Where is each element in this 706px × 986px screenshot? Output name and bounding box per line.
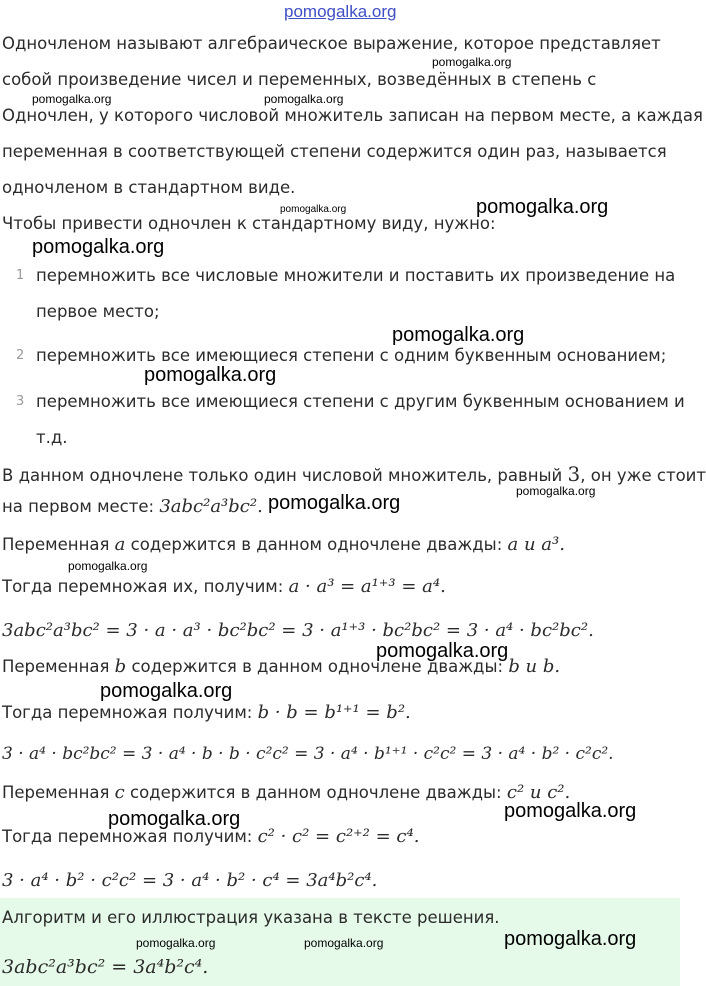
solution-text: , он уже стоит [580, 466, 706, 485]
step-text: перемножить все имеющиеся степени с одним буквенным основанием; [36, 346, 667, 365]
watermark: pomogalka.org [392, 324, 525, 346]
watermark: pomogalka.org [32, 92, 112, 106]
definition-line: одночленом в стандартном виде. [2, 178, 296, 197]
math-expression: b и b. [508, 656, 561, 677]
watermark: pomogalka.org [516, 484, 596, 498]
solution-line [2, 534, 565, 555]
watermark: pomogalka.org [504, 800, 637, 822]
solution-text: содержится в данном одночлене дважды: [131, 657, 504, 676]
solution-line [2, 576, 446, 597]
solution-line [2, 782, 570, 803]
watermark: pomogalka.org [504, 928, 637, 950]
solution-text: содержится в данном одночлене дважды: [130, 535, 503, 554]
solution-line [2, 462, 706, 486]
math-expression: a · a³ = a¹⁺³ = a⁴. [288, 576, 446, 597]
solution-text: В данном одночлене только один числовой множитель, равный [2, 466, 563, 485]
watermark: pomogalka.org [280, 204, 347, 215]
math-expression: c² и c². [506, 782, 571, 803]
watermark: pomogalka.org [68, 559, 148, 573]
step-number: 2 [16, 348, 25, 363]
equation: 3 · a⁴ · b² · c²c² = 3 · a⁴ · b² · c⁴ = 3a⁴b²c⁴. [2, 870, 378, 891]
site-link[interactable]: pomogalka.org [284, 2, 397, 21]
solution-text: Переменная [2, 657, 110, 676]
watermark: pomogalka.org [32, 236, 165, 258]
step-number: 1 [16, 268, 25, 283]
equation: 3 · a⁴ · bc²bc² = 3 · a⁴ · b · b · c²c² = 3 · a⁴ · b¹⁺¹ · c²c² = 3 · a⁴ · b² · c²c². [2, 744, 614, 764]
math-expression: c² · c² = c²⁺² = c⁴. [257, 826, 420, 847]
definition-line: Одночлен, у которого числовой множитель записан на первом месте, а каждая [2, 106, 703, 125]
solution-line [2, 496, 263, 517]
step-number: 3 [16, 394, 25, 409]
math-variable: a [114, 534, 126, 555]
solution-text: Тогда перемножая их, получим: [2, 577, 284, 596]
watermark: pomogalka.org [136, 936, 216, 950]
solution-text: на первом месте: [2, 497, 155, 516]
math-expression: a и a³. [507, 534, 565, 555]
math-expression: 3abc²a³bc². [159, 496, 263, 517]
solution-text: Тогда перемножая получим: [2, 827, 253, 846]
watermark: pomogalka.org [304, 936, 384, 950]
math-expression: b · b = b¹⁺¹ = b². [257, 702, 411, 723]
math-number: 3 [567, 462, 581, 486]
solution-text: Переменная [2, 535, 110, 554]
answer-text: Алгоритм и его иллюстрация указана в тексте решения. [2, 908, 500, 927]
solution-text: содержится в данном одночлене дважды: [130, 783, 502, 802]
solution-text: Тогда перемножая получим: [2, 703, 253, 722]
math-variable: c [114, 782, 125, 803]
answer-expression: 3abc²a³bc² = 3a⁴b²c⁴. [2, 956, 209, 978]
watermark: pomogalka.org [144, 364, 277, 386]
intro-text: Чтобы привести одночлен к стандартному виду, нужно: [2, 214, 496, 233]
watermark: pomogalka.org [108, 808, 241, 830]
solution-line [2, 702, 411, 723]
step-text: перемножить все имеющиеся степени с другим буквенным основанием и [36, 392, 685, 411]
step-text: т.д. [36, 428, 68, 447]
step-text: первое место; [36, 302, 160, 321]
definition-line: переменная в соответствующей степени содержится один раз, называется [2, 142, 667, 161]
watermark: pomogalka.org [476, 196, 609, 218]
step-text: перемножить все числовые множители и поставить их произведение на [36, 266, 676, 285]
watermark: pomogalka.org [376, 640, 509, 662]
definition-line: собой произведение чисел и переменных, возведённых в степень с [2, 70, 597, 89]
watermark: pomogalka.org [432, 55, 512, 69]
definition-line: Одночленом называют алгебраическое выражение, которое представляет [2, 34, 661, 53]
equation: 3abc²a³bc² = 3 · a · a³ · bc²bc² = 3 · a¹⁺³ · bc²bc² = 3 · a⁴ · bc²bc². [2, 620, 594, 641]
watermark: pomogalka.org [268, 492, 401, 514]
solution-text: Переменная [2, 783, 110, 802]
math-variable: b [114, 656, 127, 677]
watermark: pomogalka.org [264, 92, 344, 106]
watermark: pomogalka.org [100, 680, 233, 702]
